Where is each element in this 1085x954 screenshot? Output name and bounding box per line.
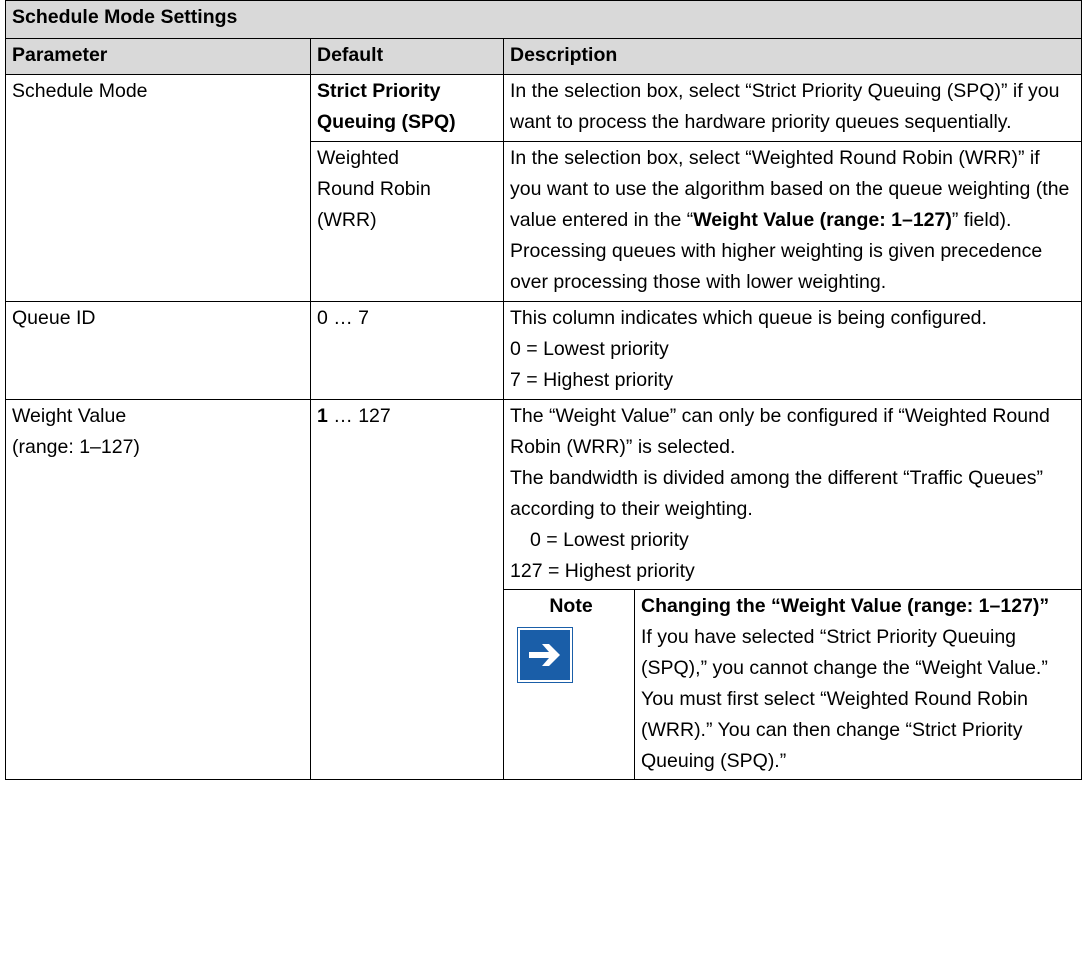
default-value-line: Round Robin <box>317 178 431 200</box>
parameter-name: Queue ID <box>12 307 96 329</box>
default-value-line: Strict Priority <box>317 80 441 102</box>
note-text: If you have selected “Strict Priority Queuing (SPQ),” you cannot change the “Weight Value.” <box>641 626 1048 679</box>
column-header-default: Default <box>311 39 504 75</box>
description-cell-wrr <box>504 142 1082 302</box>
parameter-name: Weight Value <box>12 405 127 427</box>
default-cell-wrr <box>311 142 504 302</box>
default-cell-queue-id <box>311 302 504 400</box>
description-text: This column indicates which queue is being configured. <box>510 307 987 329</box>
description-text: The bandwidth is divided among the different “Traffic Queues” according to their weighting. <box>510 467 1043 520</box>
default-value-line: Weighted <box>317 147 400 169</box>
parameter-cell-schedule-mode <box>6 75 311 302</box>
note-text: You must first select “Weighted Round Robin (WRR).” You can then change “Strict Priority Queuing (SPQ).” <box>641 688 1028 772</box>
description-cell-queue-id <box>504 302 1082 400</box>
description-bold-text: Weight Value (range: 1–127) <box>693 209 952 231</box>
description-text: 7 = Highest priority <box>510 369 674 391</box>
table-row <box>6 75 1082 142</box>
table-title: Schedule Mode Settings <box>6 1 1082 39</box>
document-page <box>5 0 1085 954</box>
table-title-row <box>6 1 1082 39</box>
note-label-cell <box>504 590 635 780</box>
description-text: Processing queues with higher weighting is given precedence over processing those with lower weighting. <box>510 240 1043 293</box>
description-text: In the selection box, select “Weighted Round Robin (WRR)” if you want to use the algorithm based on the queue weighting (the value entered in the “ <box>510 147 1070 231</box>
description-text: In the selection box, select “Strict Priority Queuing (SPQ)” if you want to process the hardware priority queues sequentially. <box>510 80 1060 133</box>
default-value: … 127 <box>327 405 391 427</box>
table-row <box>6 400 1082 780</box>
note-label: Note <box>549 595 593 617</box>
default-cell-weight-value <box>311 400 504 780</box>
parameter-cell-queue-id <box>6 302 311 400</box>
parameter-name: Schedule Mode <box>12 80 148 102</box>
default-value-line: Queuing (SPQ) <box>317 111 456 133</box>
description-text: 0 = Lowest priority <box>510 338 669 360</box>
right-arrow-icon <box>518 628 572 682</box>
parameter-cell-weight-value <box>6 400 311 780</box>
table-row <box>6 302 1082 400</box>
default-value: 0 … 7 <box>317 307 370 329</box>
description-text: 127 = Highest priority <box>510 560 695 582</box>
table-header-row <box>6 39 1082 75</box>
note-table <box>504 590 1081 780</box>
description-cell-weight-value <box>504 400 1082 780</box>
default-value-line: (WRR) <box>317 209 377 231</box>
note-heading: Changing the “Weight Value (range: 1–127)” <box>641 595 1050 617</box>
description-text: 0 = Lowest priority <box>530 529 689 551</box>
default-value-bold: 1 <box>317 405 328 427</box>
description-text: The “Weight Value” can only be configured if “Weighted Round Robin (WRR)” is selected. <box>510 405 1050 458</box>
parameter-name: (range: 1–127) <box>12 436 140 458</box>
column-header-description: Description <box>504 39 1082 75</box>
column-header-parameter: Parameter <box>6 39 311 75</box>
description-cell-spq <box>504 75 1082 142</box>
default-cell-spq <box>311 75 504 142</box>
note-box <box>504 589 1081 780</box>
description-text: ” field). <box>951 209 1012 231</box>
schedule-mode-settings-table <box>5 0 1082 780</box>
note-body <box>635 590 1082 780</box>
